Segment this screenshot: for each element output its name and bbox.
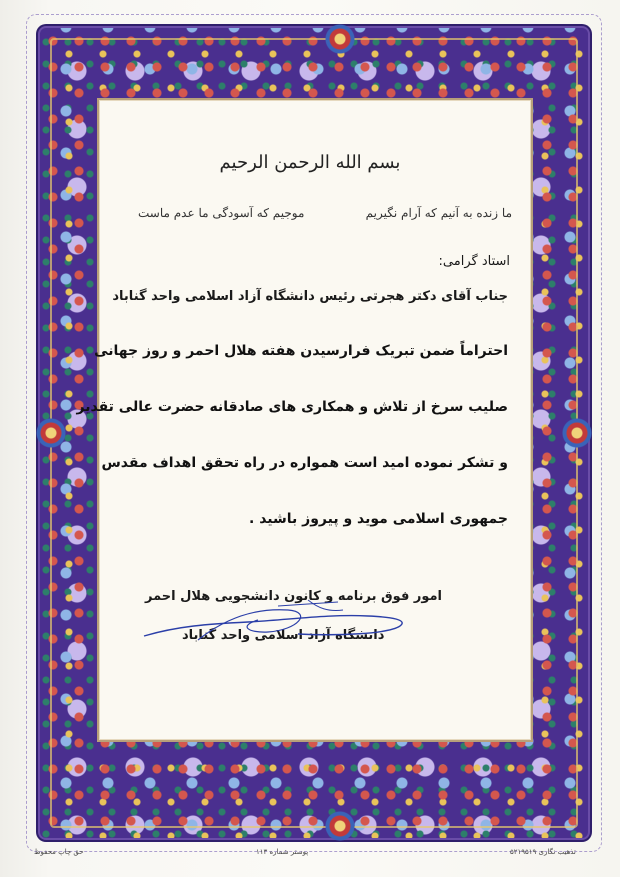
poster-number: پوستر شماره ۱۱۳ bbox=[256, 848, 309, 856]
signature-stroke-3 bbox=[278, 600, 343, 611]
signatory-organization: امور فوق برنامه و کانون دانشجویی هلال احمر bbox=[145, 589, 443, 604]
signature-stroke-2 bbox=[198, 610, 301, 640]
top-medallion-ornament bbox=[325, 24, 355, 54]
signature-stroke-1 bbox=[144, 616, 402, 636]
signatory-university: دانشگاه آزاد اسلامی واحد گناباد bbox=[182, 628, 385, 643]
copyright-note: حق چاپ محفوظ bbox=[34, 848, 84, 856]
handwritten-signature bbox=[138, 596, 418, 656]
poem-verse-right: ما زنده به آنیم که آرام نگیریم bbox=[365, 206, 512, 220]
bottom-medallion-ornament bbox=[325, 811, 355, 841]
right-medallion-ornament bbox=[562, 418, 592, 448]
body-line-4: جمهوری اسلامی موید و پیروز باشید . bbox=[249, 511, 508, 527]
body-line-2: صلیب سرخ از تلاش و همکاری های صادقانه حضرت عالی تقدیر bbox=[76, 399, 508, 415]
poem-verse-left: موجیم که آسودگی ما عدم ماست bbox=[138, 206, 305, 220]
basmala-heading: بسم الله الرحمن الرحیم bbox=[219, 152, 401, 173]
body-line-3: و تشکر نموده امید است همواره در راه تحقق اهداف مقدس bbox=[101, 455, 508, 471]
left-medallion-ornament bbox=[36, 418, 66, 448]
salutation: استاد گرامی: bbox=[438, 254, 510, 269]
illumination-credit: تذهیب نگاری ۵۲۱۹۵۱۹ bbox=[510, 848, 576, 856]
body-line-1: احتراماً ضمن تبریک فرارسیدن هفته هلال احمر و روز جهانی bbox=[94, 343, 508, 359]
addressee-line: جناب آقای دکتر هجرتی رئیس دانشگاه آزاد اسلامی واحد گناباد bbox=[112, 289, 508, 304]
